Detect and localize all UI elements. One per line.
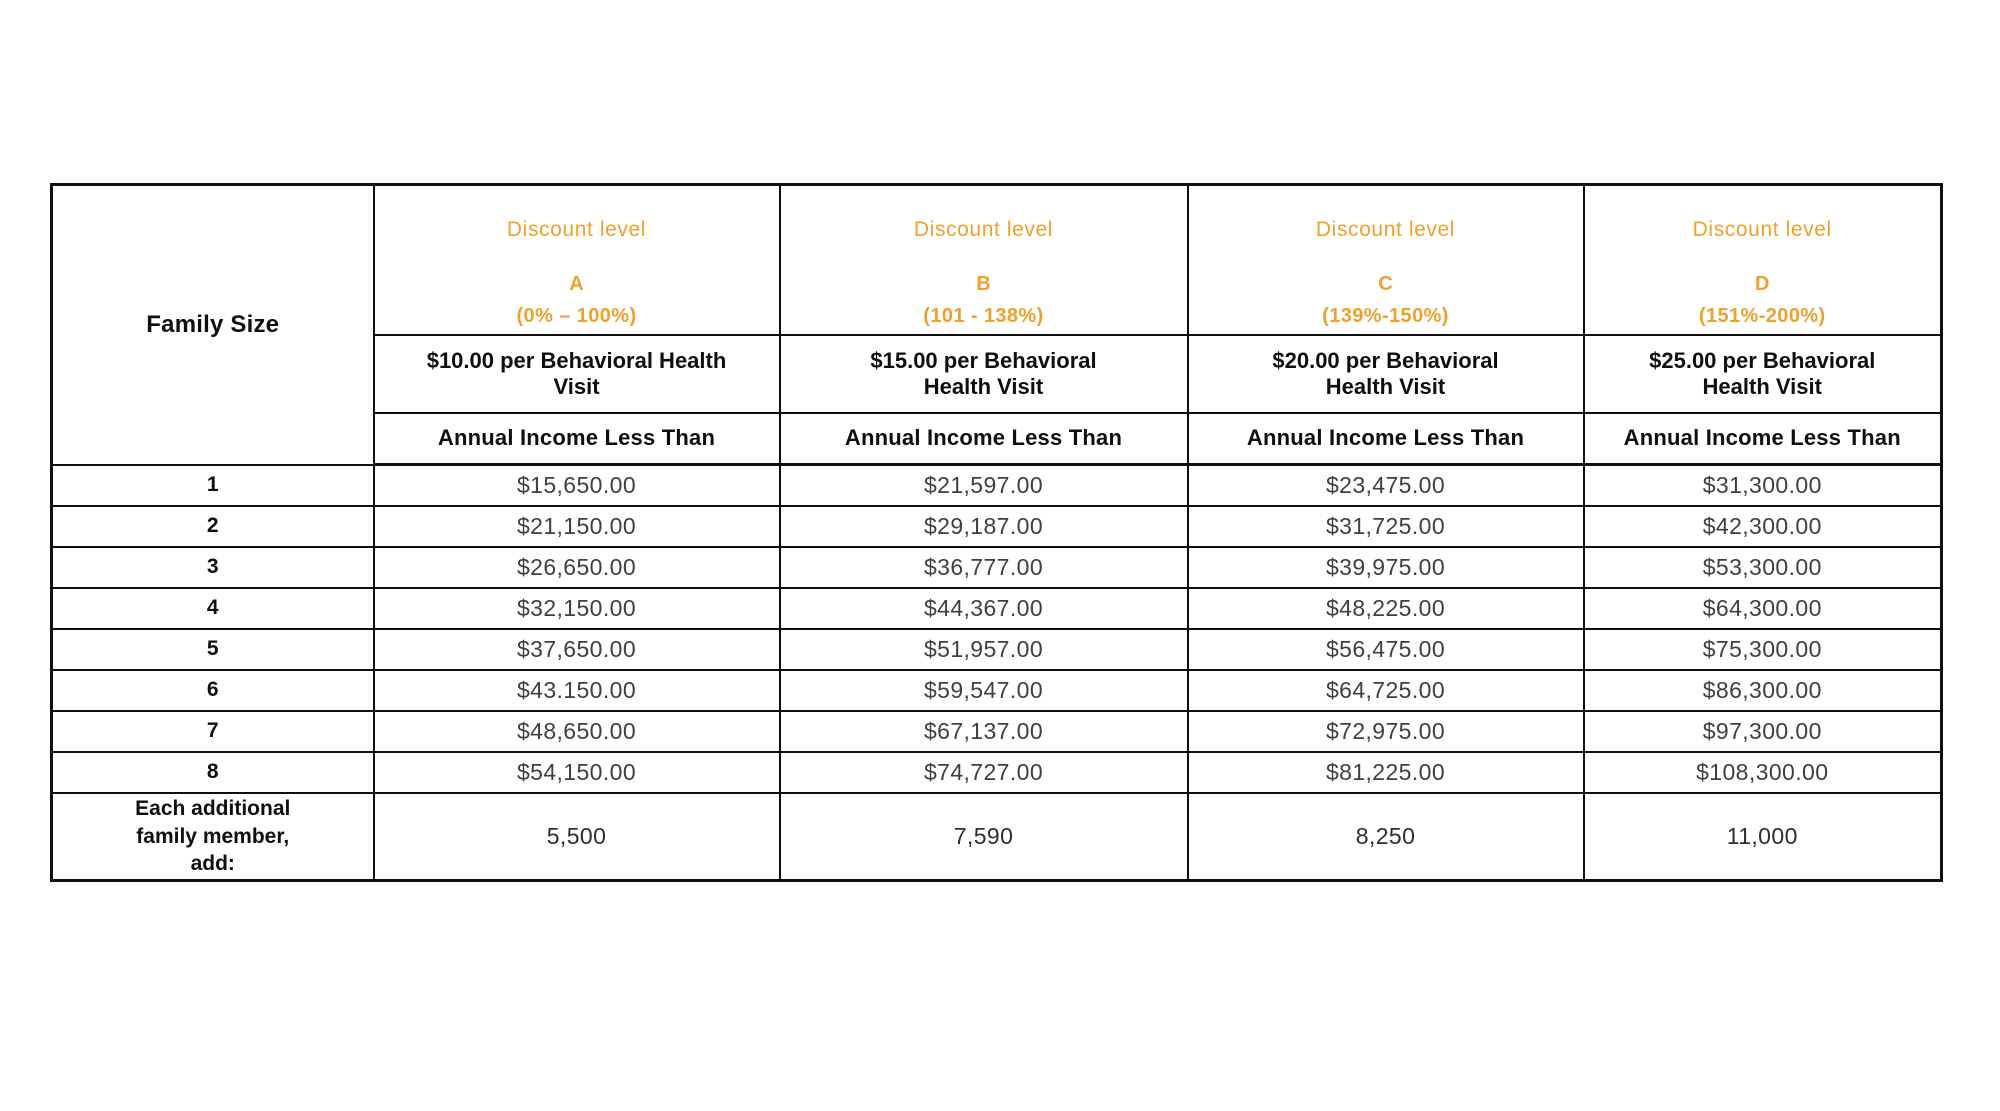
discount-level-d-cell [1584,185,1942,335]
additional-label-line3: add: [190,851,235,875]
family-size-header-cell: Family Size [52,185,374,465]
discount-level-c-inner [1189,192,1583,328]
income-limit-b-4: $44,367.00 [780,588,1188,629]
family-size-row-4 [52,588,1942,629]
visit-fee-d-line1: $25.00 per Behavioral [1649,347,1876,373]
row-label-cell: 6 [52,670,374,711]
additional-label-line2: family member, [136,824,290,848]
family-size-row-2 [52,506,1942,547]
discount-letter-a: A [569,272,584,295]
income-limit-a-3: $26,650.00 [374,547,780,588]
income-limit-c-4: $48,225.00 [1188,588,1584,629]
discount-table-container [50,183,1943,882]
income-limit-b-1: $21,597.00 [780,465,1188,506]
annual-income-header-d: Annual Income Less Than [1584,413,1942,465]
additional-member-value-a: 5,500 [374,793,780,881]
row-label-cell: 2 [52,506,374,547]
income-limit-d-7: $97,300.00 [1584,711,1942,752]
discount-level-label-c: Discount level [1315,217,1456,241]
income-limit-b-7: $67,137.00 [780,711,1188,752]
income-limit-a-5: $37,650.00 [374,629,780,670]
visit-fee-c-cell [1188,335,1584,413]
income-limit-c-2: $31,725.00 [1188,506,1584,547]
visit-fee-c-line2: Health Visit [1325,373,1446,399]
additional-member-row [52,793,1942,881]
visit-fee-a-line1: $10.00 per Behavioral Health [426,347,727,373]
family-size-row-8 [52,752,1942,793]
income-limit-b-8: $74,727.00 [780,752,1188,793]
discount-level-b-cell [780,185,1188,335]
family-size-row-5 [52,629,1942,670]
income-limit-a-4: $32,150.00 [374,588,780,629]
income-limit-d-5: $75,300.00 [1584,629,1942,670]
discount-letter-d: D [1755,272,1770,295]
annual-income-header-b: Annual Income Less Than [780,413,1188,465]
row-label-cell: 5 [52,629,374,670]
additional-member-value-b: 7,590 [780,793,1188,881]
income-limit-c-3: $39,975.00 [1188,547,1584,588]
discount-level-c-cell [1188,185,1584,335]
income-limit-b-3: $36,777.00 [780,547,1188,588]
income-limit-a-6: $43.150.00 [374,670,780,711]
income-limit-b-2: $29,187.00 [780,506,1188,547]
annual-income-header-c: Annual Income Less Than [1188,413,1584,465]
income-limit-b-5: $51,957.00 [780,629,1188,670]
income-limit-d-3: $53,300.00 [1584,547,1942,588]
income-limit-b-6: $59,547.00 [780,670,1188,711]
discount-level-header-row [52,185,1942,335]
income-limit-a-2: $21,150.00 [374,506,780,547]
income-limit-c-8: $81,225.00 [1188,752,1584,793]
visit-fee-d-line2: Health Visit [1702,373,1822,399]
family-size-row-3 [52,547,1942,588]
additional-label-line1: Each additional [135,797,291,821]
income-limit-d-2: $42,300.00 [1584,506,1942,547]
discount-range-d: (151%-200%) [1698,304,1826,327]
discount-letter-c: C [1378,272,1393,295]
discount-level-a-cell [374,185,780,335]
discount-range-b: (101 - 138%) [923,304,1044,327]
additional-member-value-d: 11,000 [1584,793,1942,881]
income-limit-a-7: $48,650.00 [374,711,780,752]
row-label-cell: 8 [52,752,374,793]
annual-income-header-a: Annual Income Less Than [374,413,780,465]
income-limit-c-5: $56,475.00 [1188,629,1584,670]
discount-level-b-inner [781,192,1187,328]
row-label-cell: 3 [52,547,374,588]
income-limit-d-8: $108,300.00 [1584,752,1942,793]
discount-level-label-b: Discount level [913,217,1054,241]
discount-range-c: (139%-150%) [1322,304,1449,327]
family-size-row-7 [52,711,1942,752]
family-size-row-6 [52,670,1942,711]
visit-fee-b-line2: Health Visit [923,373,1044,399]
discount-level-d-inner [1585,192,1941,328]
row-label-cell: 7 [52,711,374,752]
visit-fee-b-cell [780,335,1188,413]
income-limit-c-6: $64,725.00 [1188,670,1584,711]
visit-fee-a-cell [374,335,780,413]
behavioral-health-discount-table [50,183,1943,882]
family-size-row-1 [52,465,1942,506]
income-limit-d-1: $31,300.00 [1584,465,1942,506]
row-label-cell: 1 [52,465,374,506]
discount-level-a-inner [375,192,779,328]
row-label-cell: 4 [52,588,374,629]
additional-member-value-c: 8,250 [1188,793,1584,881]
income-limit-c-7: $72,975.00 [1188,711,1584,752]
visit-fee-a-line2: Visit [553,373,600,399]
discount-range-a: (0% – 100%) [516,304,637,327]
discount-level-label-a: Discount level [506,217,647,241]
income-limit-d-6: $86,300.00 [1584,670,1942,711]
income-limit-a-8: $54,150.00 [374,752,780,793]
income-limit-a-1: $15,650.00 [374,465,780,506]
additional-member-label-cell [52,793,374,881]
visit-fee-b-line1: $15.00 per Behavioral [870,347,1097,373]
visit-fee-d-cell [1584,335,1942,413]
discount-level-label-d: Discount level [1692,217,1832,241]
discount-letter-b: B [976,272,991,295]
income-limit-c-1: $23,475.00 [1188,465,1584,506]
income-limit-d-4: $64,300.00 [1584,588,1942,629]
visit-fee-c-line1: $20.00 per Behavioral [1272,347,1499,373]
